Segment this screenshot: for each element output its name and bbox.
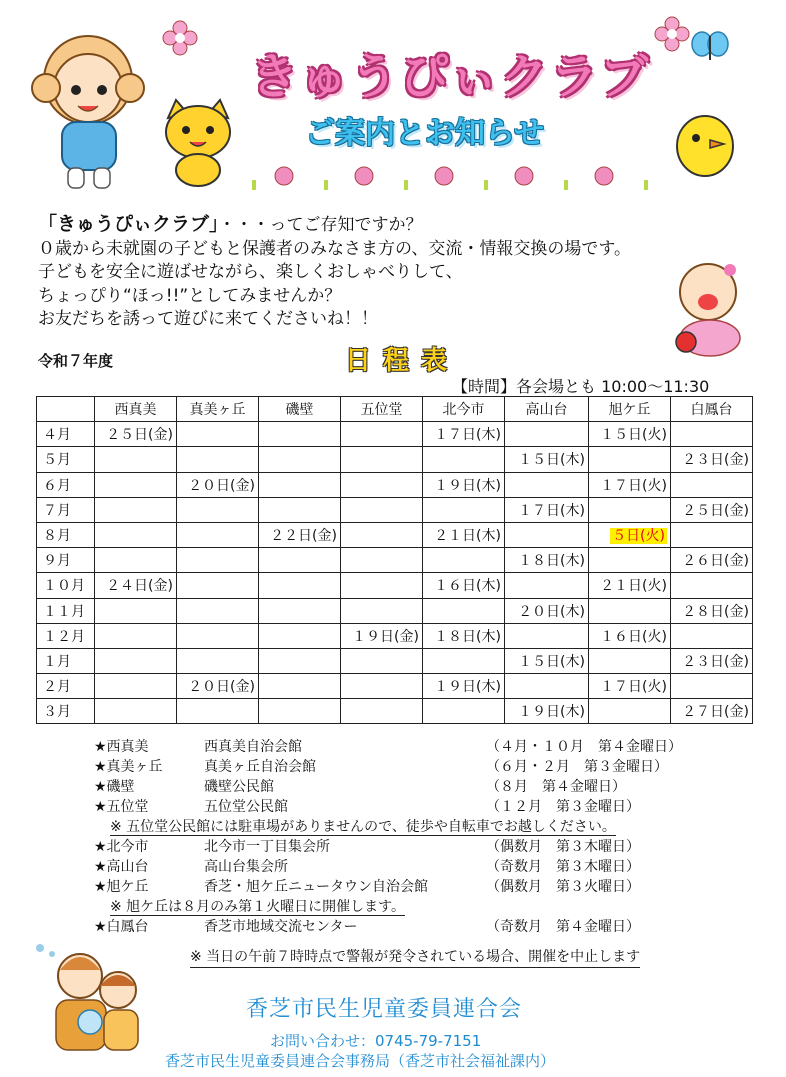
date-cell: ２５日(金) bbox=[671, 497, 753, 522]
date-cell bbox=[341, 522, 423, 547]
date-cell: ２０日(金) bbox=[177, 472, 259, 497]
time-note: 【時間】各会場とも 10:00～11:30 bbox=[452, 377, 710, 396]
date-cell bbox=[177, 623, 259, 648]
venue-row bbox=[94, 776, 682, 796]
date-cell bbox=[259, 573, 341, 598]
venue-place: 北今市一丁目集会所 bbox=[204, 839, 330, 855]
date-cell bbox=[589, 548, 671, 573]
venue-schedule: （偶数月 第３火曜日） bbox=[486, 879, 640, 895]
date-cell: １６日(火) bbox=[589, 623, 671, 648]
date-cell bbox=[589, 447, 671, 472]
venue-schedule: （６月・２月 第３金曜日） bbox=[486, 759, 668, 775]
venue-name: ★白鳳台 bbox=[94, 919, 149, 935]
date-cell: １７日(木) bbox=[423, 422, 505, 447]
date-cell bbox=[177, 598, 259, 623]
date-cell bbox=[259, 497, 341, 522]
table-row bbox=[37, 648, 753, 673]
venue-row bbox=[94, 796, 682, 816]
schedule-header-row bbox=[37, 397, 753, 422]
date-cell: ２０日(木) bbox=[505, 598, 589, 623]
intro-line-3: 子どもを安全に遊ばせながら、楽しくおしゃべりして、 bbox=[38, 262, 463, 282]
date-cell bbox=[505, 623, 589, 648]
intro-line-2: ０歳から未就園の子どもと保護者のみなさま方の、交流・情報交換の場です。 bbox=[38, 238, 631, 259]
venue-schedule: （奇数月 第３木曜日） bbox=[486, 859, 640, 875]
date-cell bbox=[505, 522, 589, 547]
venue-place: 香芝・旭ケ丘ニュータウン自治会館 bbox=[204, 879, 428, 895]
date-cell: １５日(火) bbox=[589, 422, 671, 447]
tiger-cat-illustration bbox=[158, 98, 238, 188]
date-cell bbox=[95, 648, 177, 673]
cancellation-notice: ※ 当日の午前７時時点で警報が発令されている場合、開催を中止します bbox=[190, 946, 640, 968]
baby-illustration bbox=[664, 258, 750, 358]
date-cell bbox=[589, 648, 671, 673]
month-cell: １２月 bbox=[37, 623, 95, 648]
date-cell bbox=[423, 648, 505, 673]
organization-name: 香芝市民生児童委員連合会 bbox=[246, 997, 523, 1022]
month-cell: ２月 bbox=[37, 674, 95, 699]
venue-schedule: （偶数月 第３木曜日） bbox=[486, 839, 640, 855]
butterfly-icon bbox=[690, 30, 730, 66]
date-cell bbox=[95, 522, 177, 547]
date-cell bbox=[505, 573, 589, 598]
date-cell bbox=[423, 497, 505, 522]
header-venue: 真美ヶ丘 bbox=[177, 397, 259, 422]
date-cell: １５日(木) bbox=[505, 648, 589, 673]
venue-list bbox=[94, 736, 682, 936]
venue-note bbox=[94, 816, 682, 836]
month-cell: ７月 bbox=[37, 497, 95, 522]
date-cell bbox=[341, 674, 423, 699]
venue-place: 香芝市地域交流センター bbox=[204, 919, 358, 935]
venue-schedule: （１２月 第３金曜日） bbox=[486, 799, 640, 815]
flower-icon bbox=[160, 18, 200, 58]
date-cell: ２３日(金) bbox=[671, 447, 753, 472]
venue-place: 磯壁公民館 bbox=[204, 779, 274, 795]
header-venue: 西真美 bbox=[95, 397, 177, 422]
date-cell bbox=[423, 447, 505, 472]
date-cell bbox=[341, 447, 423, 472]
date-cell: ２２日(金) bbox=[259, 522, 341, 547]
date-cell bbox=[177, 573, 259, 598]
office-name: 香芝市民生児童委員連合会事務局（香芝市社会福祉課内） bbox=[165, 1052, 556, 1070]
header-venue: 白鳳台 bbox=[671, 397, 753, 422]
venue-name: ★磯壁 bbox=[94, 779, 135, 795]
date-cell bbox=[95, 472, 177, 497]
date-cell bbox=[341, 422, 423, 447]
contact-phone: お問い合わせ：0745-79-7151 bbox=[270, 1032, 482, 1050]
chick-illustration bbox=[670, 100, 740, 180]
date-cell: ２５日(金) bbox=[95, 422, 177, 447]
date-cell: １６日(木) bbox=[423, 573, 505, 598]
month-cell: １月 bbox=[37, 648, 95, 673]
table-row bbox=[37, 447, 753, 472]
date-cell bbox=[671, 674, 753, 699]
table-row bbox=[37, 522, 753, 547]
date-cell: １７日(木) bbox=[505, 497, 589, 522]
intro-line-1: 「きゅうぴぃクラブ」・・・ってご存知ですか？ bbox=[38, 213, 423, 235]
month-cell: ５月 bbox=[37, 447, 95, 472]
date-cell bbox=[589, 497, 671, 522]
venue-name: ★五位堂 bbox=[94, 799, 149, 815]
header-venue: 五位堂 bbox=[341, 397, 423, 422]
month-cell: ９月 bbox=[37, 548, 95, 573]
date-cell bbox=[95, 447, 177, 472]
venue-schedule: （８月 第４金曜日） bbox=[486, 779, 626, 795]
date-cell bbox=[505, 422, 589, 447]
date-cell bbox=[95, 598, 177, 623]
table-row bbox=[37, 623, 753, 648]
date-cell bbox=[671, 522, 753, 547]
venue-row bbox=[94, 836, 682, 856]
date-cell bbox=[95, 497, 177, 522]
highlighted-date: ５日(火) bbox=[612, 528, 665, 545]
intro-paragraph bbox=[38, 213, 631, 332]
venue-name: ★高山台 bbox=[94, 859, 149, 875]
date-cell: １７日(火) bbox=[589, 472, 671, 497]
venue-place: 高山台集会所 bbox=[204, 859, 288, 875]
table-row bbox=[37, 598, 753, 623]
flower-row-decoration bbox=[244, 162, 664, 192]
venue-note-text: ※ 五位堂公民館には駐車場がありませんので、徒歩や自転車でお越しください。 bbox=[110, 819, 616, 835]
date-cell bbox=[671, 472, 753, 497]
venue-row bbox=[94, 916, 682, 936]
schedule-title: 日程表 bbox=[345, 346, 460, 376]
date-cell bbox=[341, 573, 423, 598]
date-cell: １９日(金) bbox=[341, 623, 423, 648]
date-cell bbox=[259, 598, 341, 623]
date-cell bbox=[423, 598, 505, 623]
date-cell bbox=[341, 497, 423, 522]
month-cell: ３月 bbox=[37, 699, 95, 724]
date-cell bbox=[259, 548, 341, 573]
date-cell: １８日(木) bbox=[423, 623, 505, 648]
date-cell: ２３日(金) bbox=[671, 648, 753, 673]
date-cell bbox=[341, 548, 423, 573]
date-cell bbox=[341, 648, 423, 673]
date-cell bbox=[259, 648, 341, 673]
venue-place: 西真美自治会館 bbox=[204, 739, 302, 755]
header-month bbox=[37, 397, 95, 422]
table-row bbox=[37, 422, 753, 447]
date-cell bbox=[177, 699, 259, 724]
date-cell bbox=[423, 548, 505, 573]
venue-note-text: ※ 旭ケ丘は８月のみ第１火曜日に開催します。 bbox=[110, 899, 406, 915]
date-cell bbox=[177, 497, 259, 522]
date-cell bbox=[95, 623, 177, 648]
venue-note bbox=[94, 896, 682, 916]
month-cell: ４月 bbox=[37, 422, 95, 447]
venue-place: 五位堂公民館 bbox=[204, 799, 288, 815]
date-cell: ２１日(火) bbox=[589, 573, 671, 598]
date-cell: １９日(木) bbox=[423, 472, 505, 497]
date-cell bbox=[177, 522, 259, 547]
page-subtitle: ご案内とお知らせ bbox=[305, 116, 545, 151]
year-label: 令和７年度 bbox=[38, 352, 114, 370]
date-cell: １７日(火) bbox=[589, 674, 671, 699]
date-cell bbox=[95, 699, 177, 724]
venue-place: 真美ヶ丘自治会館 bbox=[204, 759, 316, 775]
date-cell bbox=[259, 623, 341, 648]
girl-illustration bbox=[18, 18, 158, 198]
date-cell: ２６日(金) bbox=[671, 548, 753, 573]
date-cell: ２０日(金) bbox=[177, 674, 259, 699]
date-cell: １５日(木) bbox=[505, 447, 589, 472]
table-row bbox=[37, 548, 753, 573]
month-cell: １１月 bbox=[37, 598, 95, 623]
header-venue: 磯壁 bbox=[259, 397, 341, 422]
date-cell bbox=[505, 674, 589, 699]
date-cell: １９日(木) bbox=[505, 699, 589, 724]
date-cell bbox=[259, 422, 341, 447]
venue-schedule: （奇数月 第４金曜日） bbox=[486, 919, 640, 935]
month-cell: ８月 bbox=[37, 522, 95, 547]
header-venue: 旭ケ丘 bbox=[589, 397, 671, 422]
date-cell bbox=[95, 548, 177, 573]
venue-row bbox=[94, 756, 682, 776]
header-venue: 北今市 bbox=[423, 397, 505, 422]
month-cell: １０月 bbox=[37, 573, 95, 598]
date-cell bbox=[177, 422, 259, 447]
table-row bbox=[37, 497, 753, 522]
date-cell bbox=[177, 447, 259, 472]
date-cell: １９日(木) bbox=[423, 674, 505, 699]
date-cell bbox=[95, 674, 177, 699]
date-cell bbox=[589, 522, 671, 547]
venue-row bbox=[94, 856, 682, 876]
month-cell: ６月 bbox=[37, 472, 95, 497]
table-row bbox=[37, 472, 753, 497]
flower-icon bbox=[652, 14, 692, 54]
venue-name: ★北今市 bbox=[94, 839, 149, 855]
date-cell bbox=[589, 699, 671, 724]
venue-row bbox=[94, 736, 682, 756]
date-cell bbox=[671, 623, 753, 648]
venue-name: ★真美ヶ丘 bbox=[94, 759, 163, 775]
page-title: きゅうぴぃクラブ bbox=[250, 49, 651, 105]
table-row bbox=[37, 573, 753, 598]
date-cell bbox=[505, 472, 589, 497]
venue-name: ★旭ケ丘 bbox=[94, 879, 149, 895]
date-cell bbox=[671, 573, 753, 598]
intro-line-4: ちょっぴり“ほっ!!”としてみませんか？ bbox=[38, 285, 342, 306]
date-cell bbox=[259, 674, 341, 699]
date-cell: ２４日(金) bbox=[95, 573, 177, 598]
date-cell bbox=[671, 422, 753, 447]
venue-row bbox=[94, 876, 682, 896]
date-cell bbox=[259, 447, 341, 472]
venue-name: ★西真美 bbox=[94, 739, 149, 755]
schedule-table bbox=[36, 396, 753, 724]
date-cell: ２１日(木) bbox=[423, 522, 505, 547]
date-cell: ２８日(金) bbox=[671, 598, 753, 623]
date-cell: ２７日(金) bbox=[671, 699, 753, 724]
header-venue: 高山台 bbox=[505, 397, 589, 422]
table-row bbox=[37, 674, 753, 699]
venue-schedule: （４月・１０月 第４金曜日） bbox=[486, 739, 682, 755]
date-cell bbox=[589, 598, 671, 623]
date-cell bbox=[259, 472, 341, 497]
date-cell bbox=[259, 699, 341, 724]
club-name: 「きゅうぴぃクラブ」 bbox=[38, 213, 219, 235]
intro-line-5: お友だちを誘って遊びに来てくださいね！！ bbox=[38, 309, 378, 329]
date-cell bbox=[341, 699, 423, 724]
date-cell bbox=[341, 472, 423, 497]
date-cell bbox=[341, 598, 423, 623]
family-illustration bbox=[20, 940, 150, 1060]
date-cell bbox=[177, 548, 259, 573]
date-cell: １８日(木) bbox=[505, 548, 589, 573]
date-cell bbox=[177, 648, 259, 673]
date-cell bbox=[423, 699, 505, 724]
table-row bbox=[37, 699, 753, 724]
